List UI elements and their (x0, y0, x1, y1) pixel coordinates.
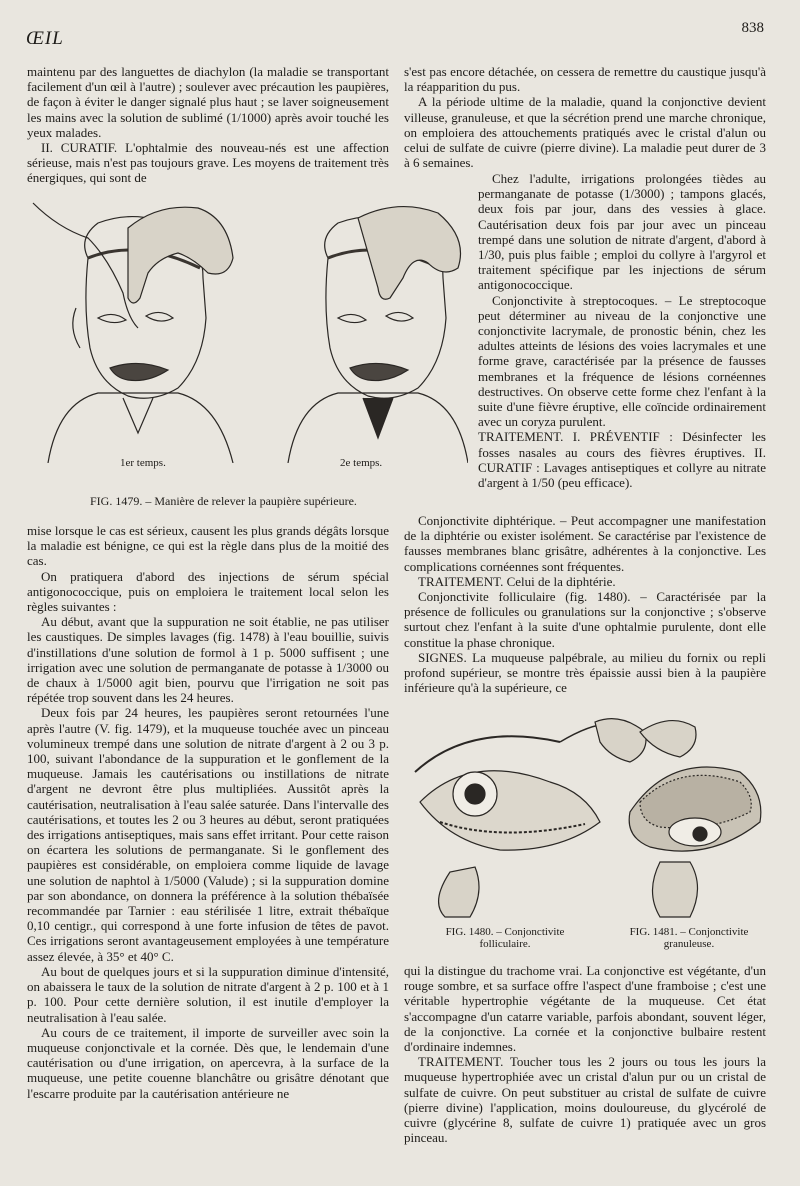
eyelid-eversion-illustration (28, 198, 468, 463)
paragraph: Deux fois par 24 heures, les paupières seront retournées l'une après l'autre (V. fig. 1479), et la muqueuse touchée avec un pinceau volumineux trempé dans une solution de nitrate d'argent à 2 ou 3 p. 100, suivant l'abondance de la suppuration et le gonflement de la muqueuse. Jamais les cautérisations ou instillations de nitrate d'argent ne devront être plus multipliées. Aussitôt après la cautérisation, neutralisation à l'eau salée saturée. Dans l'intervalle des cautérisations, et toutes les 2 ou 3 heures au début, seront pratiquées des irrigations antiseptiques, mais sans effet irritant. Pour cette raison on écartera les solutions de permanganate. Si le gonflement des paupières est considérable, on emploiera comme liquide de lavage une solution de naphtol à 1/5000 (Valude) ; si la suppuration domine par son abondance, on donnera la préférence à la solution thébaïsée recommandée par Tarnier : eau stérilisée 1 litre, extrait thébaïque 0,10 centigr., qui correspond à une forte infusion de têtes de pavot. Ces irrigations seront avantageusement employées à une température assez élevée, à 35° et 40° C. (27, 705, 389, 964)
paragraph: qui la distingue du trachome vrai. La conjonctive est végétante, d'un rouge sombre, et sa surface offre l'aspect d'une framboise ; c'est une véritable hypertrophie végétante de la muqueuse. Cet état s'accompagne d'un catarre variable, parfois abondant, souvent léger, de la conjonctive. La cornée et la conjonctive bulbaire restent d'ordinaire indemnes. (404, 963, 766, 1055)
paragraph: TRAITEMENT. Toucher tous les 2 jours ou tous les jours la muqueuse hypertrophiée avec un cristal d'alun pur ou un cristal de sulfate de cuivre. On peut substituer au cristal de sulfate de cuivre (pierre divine) l'application, moins douloureuse, du glycérolé de cuivre (glycérine 8, sulfate de cuivre 1) pratiquée avec un gros pinceau. (404, 1054, 766, 1146)
paragraph: Conjonctivite folliculaire (fig. 1480). – Caractérisée par la présence de follicules ou granulations sur la conjonctive ; s'observe surtout chez l'enfant à la suite d'une ophtalmie purulente, dont elle constitue la phase chronique. (404, 589, 766, 650)
paragraph: TRAITEMENT. Celui de la diphtérie. (418, 573, 616, 589)
page-number: 838 (741, 20, 764, 36)
paragraph: Au bout de quelques jours et si la suppuration diminue d'intensité, on abaissera le taux de la solution de nitrate d'argent à 2 p. 100 et à 1 p. 100. Pour cette dernière solution, il est inutile d'employer la neutralisation à l'eau salée. (27, 963, 389, 1025)
figure-1480-1481 (410, 712, 770, 922)
paragraph: Au début, avant que la suppuration ne soit établie, ne pas utiliser les caustiques. De simples lavages (fig. 1478) à l'eau bouillie, suivis d'instillations d'une solution de formol à 1 p. 5000 suffisent ; une irrigation avec une solution de permanganate de potasse à 1/3000 ou de chaux à 1/5000 agit bien, pourvu que l'irrigation ne soit pas répétée trop souvent dans les 24 heures. (27, 614, 389, 706)
figure-1481-caption: FIG. 1481. – Conjonctivite granuleuse. (629, 926, 749, 950)
page-header-title: ŒIL (26, 28, 64, 49)
paragraph: s'est pas encore détachée, on cessera de remettre du caustique jusqu'à la réapparition du pus. (404, 64, 766, 95)
figure-1479-caption: FIG. 1479. – Manière de relever la paupière supérieure. (90, 494, 357, 508)
paragraph: II. CURATIF. L'ophtalmie des nouveau-nés est une affection sérieuse, mais n'est pas toujours grave. Les moyens de traitement très énergiques, qui sont de (27, 140, 389, 186)
figure-1480-caption: FIG. 1480. – Conjonctivite folliculaire. (445, 926, 565, 950)
left-column-bottom (27, 523, 389, 1101)
right-column-indented (478, 171, 766, 490)
paragraph: Chez l'adulte, irrigations prolongées tièdes au permanganate de potasse (1/3000) ; tampons glacés, deux fois par jour, dans des vessies à glace. Cautérisation deux fois par jour avec un pinceau trempé dans une solution de nitrate d'argent, d'abord à 1/30, puis plus faible ; emploi du collyre à l'argyrol et traitement spécifique par les injections de sérum antigonococcique. (478, 171, 766, 293)
conjunctivitis-illustration (410, 712, 770, 922)
paragraph: A la période ultime de la maladie, quand la conjonctive devient villeuse, granuleuse, et que la sécrétion prend une marche chronique, on emploiera des attouchements pratiqués avec le cristal d'alun ou celui de sulfate de cuivre (pierre divine). La maladie peut durer de 3 à 6 semaines. (404, 94, 766, 171)
paragraph: TRAITEMENT. I. PRÉVENTIF : Désinfecter les fosses nasales au cours des fièvres éruptives. II. CURATIF : Lavages antiseptiques et collyre au nitrate d'argent à 1/50 (peu efficace). (478, 429, 766, 491)
paragraph: On pratiquera d'abord des injections de sérum spécial antigonococcique, puis on emploiera le traitement local selon les règles suivantes : (27, 568, 389, 615)
right-column-bottom (404, 963, 766, 1145)
paragraph: mise lorsque le cas est sérieux, causent les plus grands dégâts lorsque la maladie est bénigne, ce qui est la règle dans plus de la moitié des cas. (27, 523, 389, 569)
left-column-top (27, 64, 389, 186)
paragraph: Conjonctivite à streptocoques. – Le streptocoque peut déterminer au niveau de la conjonctive une conjonctivite lacrymale, de pronostic bénin, chez les adultes atteints de lésions des voies lacrymales et une forme grave, caractérisée par la présence de fausses membranes et la fréquence de lésions cornéennes destructives. On observe cette forme chez l'enfant à la suite d'une fièvre éruptive, elle coïncide ordinairement avec un coryza purulent. (478, 292, 766, 430)
right-column-middle (404, 513, 766, 695)
paragraph: Au cours de ce traitement, il importe de surveiller avec soin la muqueuse conjonctivale et la cornée. Dès que, le lendemain d'une cautérisation ou d'une irrigation, on apercevra, à la surface de la muqueuse, une petite couenne blanchâtre ou grisâtre dénotant que l'escarre produite par la cautérisation antérieure ne (27, 1024, 389, 1101)
paragraph: SIGNES. La muqueuse palpébrale, au milieu du fornix ou repli profond supérieur, se montre très épaissie aussi bien à la paupière inférieure qu'à la supérieure, ce (404, 649, 766, 696)
paragraph: Conjonctivite diphtérique. – Peut accompagner une manifestation de la diphtérie ou exister isolément. Se caractérise par l'existence de fausses membranes blanc grisâtre, adhérentes à la conjonctive. Les complications cornéennes sont fréquentes. (404, 513, 766, 574)
right-column-top (404, 64, 766, 170)
figure-1479-label-left: 1er temps. (120, 457, 166, 469)
figure-1479 (28, 198, 468, 463)
figure-1479-label-right: 2e temps. (340, 457, 383, 469)
paragraph: maintenu par des languettes de diachylon (la maladie se transportant facilement d'un œil à l'autre) ; soulever avec précaution les paupières, de façon à éviter le danger signalé plus haut ; se laver soigneusement les mains avec la solution de sublimé (1/1000) après avoir touché les yeux malades. (27, 64, 389, 140)
